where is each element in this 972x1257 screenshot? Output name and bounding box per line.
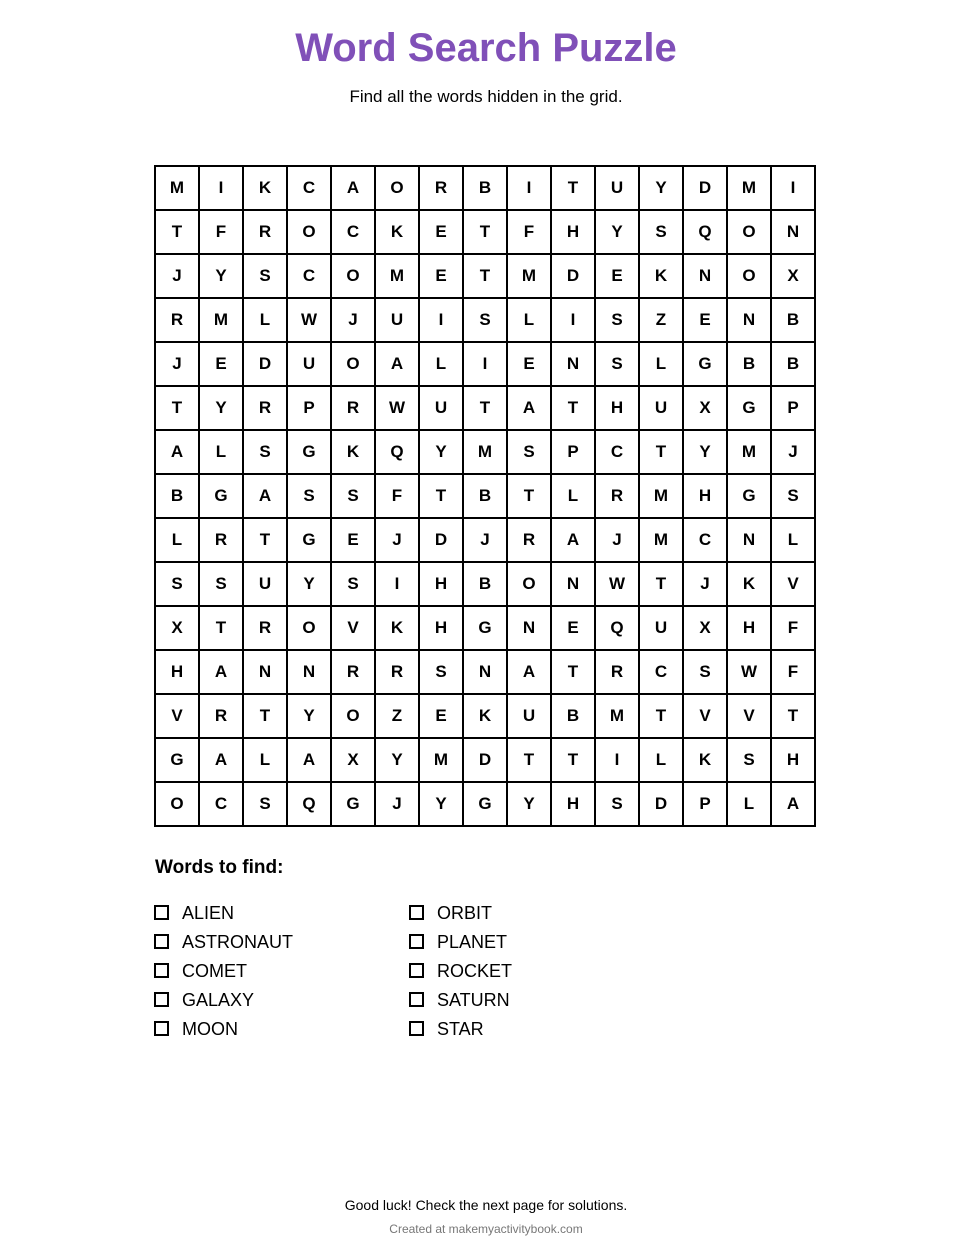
grid-cell[interactable]: V bbox=[727, 694, 771, 738]
grid-row bbox=[155, 738, 815, 782]
word-checkbox[interactable] bbox=[154, 934, 169, 949]
word-item bbox=[154, 985, 293, 1014]
word-item bbox=[154, 956, 293, 985]
grid-cell[interactable]: C bbox=[287, 254, 331, 298]
grid-cell[interactable]: I bbox=[375, 562, 419, 606]
grid-cell[interactable]: Y bbox=[595, 210, 639, 254]
grid-cell[interactable]: O bbox=[375, 166, 419, 210]
grid-cell[interactable]: A bbox=[199, 650, 243, 694]
grid-cell[interactable]: L bbox=[243, 738, 287, 782]
grid-cell[interactable]: T bbox=[551, 386, 595, 430]
grid-cell[interactable]: I bbox=[551, 298, 595, 342]
grid-cell[interactable]: W bbox=[375, 386, 419, 430]
grid-row bbox=[155, 254, 815, 298]
grid-cell[interactable]: A bbox=[375, 342, 419, 386]
grid-cell[interactable]: E bbox=[551, 606, 595, 650]
grid-cell[interactable]: N bbox=[287, 650, 331, 694]
grid-cell[interactable]: E bbox=[419, 254, 463, 298]
grid-cell[interactable]: S bbox=[639, 210, 683, 254]
grid-cell[interactable]: X bbox=[155, 606, 199, 650]
grid-cell[interactable]: G bbox=[331, 782, 375, 826]
grid-cell[interactable]: O bbox=[331, 694, 375, 738]
word-item bbox=[409, 985, 512, 1014]
grid-cell[interactable]: L bbox=[639, 738, 683, 782]
grid-cell[interactable]: E bbox=[683, 298, 727, 342]
grid-cell[interactable]: A bbox=[551, 518, 595, 562]
grid-cell[interactable]: I bbox=[463, 342, 507, 386]
grid-cell[interactable]: S bbox=[771, 474, 815, 518]
grid-cell[interactable]: R bbox=[243, 386, 287, 430]
grid-cell[interactable]: N bbox=[727, 298, 771, 342]
footer-note: Good luck! Check the next page for solutions. bbox=[344, 1197, 628, 1213]
grid-cell[interactable]: Y bbox=[639, 166, 683, 210]
grid-cell[interactable]: T bbox=[639, 562, 683, 606]
grid-cell[interactable]: I bbox=[595, 738, 639, 782]
word-item bbox=[154, 927, 293, 956]
grid-cell[interactable]: T bbox=[419, 474, 463, 518]
grid-cell[interactable]: L bbox=[243, 298, 287, 342]
grid-cell[interactable]: N bbox=[243, 650, 287, 694]
grid-cell[interactable]: U bbox=[243, 562, 287, 606]
grid-cell[interactable]: Q bbox=[683, 210, 727, 254]
grid-cell[interactable]: Q bbox=[375, 430, 419, 474]
grid-cell[interactable]: H bbox=[683, 474, 727, 518]
grid-cell[interactable]: Y bbox=[507, 782, 551, 826]
grid-cell[interactable]: X bbox=[683, 386, 727, 430]
grid-cell[interactable]: O bbox=[331, 254, 375, 298]
grid-cell[interactable]: U bbox=[375, 298, 419, 342]
grid-cell[interactable]: V bbox=[771, 562, 815, 606]
word-checkbox[interactable] bbox=[409, 992, 424, 1007]
grid-cell[interactable]: O bbox=[507, 562, 551, 606]
grid-cell[interactable]: E bbox=[199, 342, 243, 386]
grid-cell[interactable]: I bbox=[507, 166, 551, 210]
grid-cell[interactable]: A bbox=[331, 166, 375, 210]
grid-cell[interactable]: I bbox=[771, 166, 815, 210]
grid-cell[interactable]: J bbox=[375, 782, 419, 826]
grid-cell[interactable]: O bbox=[727, 210, 771, 254]
word-checkbox[interactable] bbox=[154, 905, 169, 920]
grid-row bbox=[155, 342, 815, 386]
grid-cell[interactable]: X bbox=[331, 738, 375, 782]
grid-cell[interactable]: M bbox=[727, 430, 771, 474]
grid-cell[interactable]: T bbox=[463, 254, 507, 298]
word-label: COMET bbox=[182, 960, 247, 981]
grid-cell[interactable]: V bbox=[155, 694, 199, 738]
word-item bbox=[154, 1014, 293, 1043]
grid-cell[interactable]: G bbox=[287, 430, 331, 474]
grid-cell[interactable]: H bbox=[155, 650, 199, 694]
grid-cell[interactable]: K bbox=[639, 254, 683, 298]
grid-cell[interactable]: C bbox=[331, 210, 375, 254]
grid-cell[interactable]: R bbox=[199, 518, 243, 562]
grid-cell[interactable]: E bbox=[331, 518, 375, 562]
grid-row bbox=[155, 562, 815, 606]
grid-cell[interactable]: L bbox=[771, 518, 815, 562]
grid-cell[interactable]: T bbox=[551, 738, 595, 782]
grid-cell[interactable]: I bbox=[419, 298, 463, 342]
grid-row bbox=[155, 430, 815, 474]
grid-cell[interactable]: D bbox=[463, 738, 507, 782]
grid-cell[interactable]: N bbox=[683, 254, 727, 298]
grid-cell[interactable]: H bbox=[419, 562, 463, 606]
grid-row bbox=[155, 474, 815, 518]
grid-cell[interactable]: B bbox=[551, 694, 595, 738]
grid-cell[interactable]: E bbox=[419, 210, 463, 254]
grid-cell[interactable]: M bbox=[375, 254, 419, 298]
word-checkbox[interactable] bbox=[154, 992, 169, 1007]
grid-cell[interactable]: W bbox=[727, 650, 771, 694]
grid-cell[interactable]: A bbox=[507, 386, 551, 430]
grid-cell[interactable]: S bbox=[463, 298, 507, 342]
grid-cell[interactable]: F bbox=[771, 606, 815, 650]
grid-cell[interactable]: P bbox=[287, 386, 331, 430]
grid-cell[interactable]: P bbox=[683, 782, 727, 826]
grid-row bbox=[155, 518, 815, 562]
grid-cell[interactable]: T bbox=[551, 166, 595, 210]
grid-cell[interactable]: E bbox=[595, 254, 639, 298]
word-list-left bbox=[154, 898, 293, 1043]
grid-cell[interactable]: K bbox=[463, 694, 507, 738]
grid-cell[interactable]: O bbox=[727, 254, 771, 298]
grid-row bbox=[155, 210, 815, 254]
word-item bbox=[154, 898, 293, 927]
grid-cell[interactable]: M bbox=[419, 738, 463, 782]
grid-cell[interactable]: U bbox=[287, 342, 331, 386]
grid-cell[interactable]: R bbox=[331, 650, 375, 694]
grid-cell[interactable]: S bbox=[243, 254, 287, 298]
grid-cell[interactable]: G bbox=[463, 782, 507, 826]
grid-cell[interactable]: J bbox=[155, 254, 199, 298]
grid-cell[interactable]: J bbox=[375, 518, 419, 562]
grid-cell[interactable]: N bbox=[463, 650, 507, 694]
grid-cell[interactable]: Y bbox=[199, 386, 243, 430]
grid-cell[interactable]: C bbox=[199, 782, 243, 826]
grid-cell[interactable]: Q bbox=[595, 606, 639, 650]
grid-cell[interactable]: H bbox=[551, 782, 595, 826]
grid-cell[interactable]: F bbox=[507, 210, 551, 254]
word-item bbox=[409, 927, 512, 956]
grid-cell[interactable]: C bbox=[639, 650, 683, 694]
grid-cell[interactable]: K bbox=[243, 166, 287, 210]
word-checkbox[interactable] bbox=[409, 963, 424, 978]
grid-cell[interactable]: P bbox=[551, 430, 595, 474]
grid-cell[interactable]: Q bbox=[287, 782, 331, 826]
grid-cell[interactable]: S bbox=[331, 562, 375, 606]
word-checkbox[interactable] bbox=[154, 963, 169, 978]
grid-cell[interactable]: T bbox=[155, 386, 199, 430]
grid-cell[interactable]: N bbox=[507, 606, 551, 650]
letter-grid bbox=[154, 165, 816, 827]
grid-cell[interactable]: T bbox=[199, 606, 243, 650]
grid-cell[interactable]: B bbox=[463, 166, 507, 210]
grid-cell[interactable]: U bbox=[639, 606, 683, 650]
word-label: ASTRONAUT bbox=[182, 931, 294, 952]
grid-cell[interactable]: H bbox=[727, 606, 771, 650]
grid-cell[interactable]: S bbox=[419, 650, 463, 694]
grid-cell[interactable]: T bbox=[507, 738, 551, 782]
grid-cell[interactable]: R bbox=[419, 166, 463, 210]
grid-cell[interactable]: G bbox=[155, 738, 199, 782]
grid-cell[interactable]: M bbox=[507, 254, 551, 298]
footer-credit: Created at makemyactivitybook.com bbox=[389, 1222, 583, 1236]
grid-row bbox=[155, 298, 815, 342]
grid-cell[interactable]: V bbox=[683, 694, 727, 738]
grid-cell[interactable]: J bbox=[331, 298, 375, 342]
word-label: ORBIT bbox=[437, 902, 493, 923]
word-item bbox=[409, 956, 512, 985]
word-label: PLANET bbox=[437, 931, 508, 952]
page-title: Word Search Puzzle bbox=[295, 26, 677, 70]
grid-cell[interactable]: R bbox=[243, 210, 287, 254]
grid-cell[interactable]: O bbox=[331, 342, 375, 386]
grid-cell[interactable]: F bbox=[375, 474, 419, 518]
grid-cell[interactable]: L bbox=[507, 298, 551, 342]
grid-cell[interactable]: L bbox=[639, 342, 683, 386]
grid-cell[interactable]: V bbox=[331, 606, 375, 650]
grid-cell[interactable]: T bbox=[463, 386, 507, 430]
grid-cell[interactable]: R bbox=[155, 298, 199, 342]
grid-cell[interactable]: R bbox=[507, 518, 551, 562]
grid-cell[interactable]: W bbox=[595, 562, 639, 606]
grid-cell[interactable]: N bbox=[551, 342, 595, 386]
grid-cell[interactable]: R bbox=[375, 650, 419, 694]
grid-cell[interactable]: X bbox=[683, 606, 727, 650]
grid-cell[interactable]: G bbox=[287, 518, 331, 562]
grid-cell[interactable]: B bbox=[727, 342, 771, 386]
grid-cell[interactable]: A bbox=[287, 738, 331, 782]
grid-cell[interactable]: M bbox=[727, 166, 771, 210]
grid-cell[interactable]: D bbox=[639, 782, 683, 826]
grid-cell[interactable]: D bbox=[419, 518, 463, 562]
grid-cell[interactable]: Y bbox=[287, 694, 331, 738]
grid-cell[interactable]: S bbox=[683, 650, 727, 694]
grid-cell[interactable]: M bbox=[639, 518, 683, 562]
grid-cell[interactable]: U bbox=[507, 694, 551, 738]
grid-cell[interactable]: F bbox=[771, 650, 815, 694]
grid-cell[interactable]: F bbox=[199, 210, 243, 254]
grid-row bbox=[155, 694, 815, 738]
grid-cell[interactable]: B bbox=[463, 562, 507, 606]
grid-cell[interactable]: R bbox=[331, 386, 375, 430]
grid-cell[interactable]: T bbox=[463, 210, 507, 254]
grid-cell[interactable]: J bbox=[595, 518, 639, 562]
word-label: GALAXY bbox=[182, 989, 255, 1010]
grid-cell[interactable]: E bbox=[507, 342, 551, 386]
word-list-right bbox=[409, 898, 512, 1043]
grid-cell[interactable]: O bbox=[287, 606, 331, 650]
grid-cell[interactable]: S bbox=[199, 562, 243, 606]
grid-cell[interactable]: L bbox=[419, 342, 463, 386]
grid-cell[interactable]: R bbox=[595, 650, 639, 694]
grid-cell[interactable]: M bbox=[199, 298, 243, 342]
grid-cell[interactable]: T bbox=[243, 518, 287, 562]
grid-cell[interactable]: A bbox=[771, 782, 815, 826]
grid-cell[interactable]: G bbox=[683, 342, 727, 386]
grid-cell[interactable]: A bbox=[199, 738, 243, 782]
grid-cell[interactable]: M bbox=[595, 694, 639, 738]
grid-cell[interactable]: P bbox=[771, 386, 815, 430]
grid-cell[interactable]: E bbox=[419, 694, 463, 738]
grid-cell[interactable]: D bbox=[243, 342, 287, 386]
grid-cell[interactable]: H bbox=[551, 210, 595, 254]
grid-cell[interactable]: Y bbox=[199, 254, 243, 298]
grid-cell[interactable]: C bbox=[683, 518, 727, 562]
grid-cell[interactable]: Y bbox=[419, 430, 463, 474]
grid-cell[interactable]: G bbox=[727, 386, 771, 430]
grid-row bbox=[155, 606, 815, 650]
grid-cell[interactable]: I bbox=[199, 166, 243, 210]
grid-cell[interactable]: T bbox=[243, 694, 287, 738]
grid-cell[interactable]: L bbox=[727, 782, 771, 826]
grid-cell[interactable]: S bbox=[243, 430, 287, 474]
word-label: STAR bbox=[437, 1018, 484, 1039]
grid-cell[interactable]: J bbox=[771, 430, 815, 474]
grid-cell[interactable]: C bbox=[595, 430, 639, 474]
grid-cell[interactable]: U bbox=[639, 386, 683, 430]
grid-cell[interactable]: K bbox=[375, 606, 419, 650]
grid-cell[interactable]: T bbox=[507, 474, 551, 518]
grid-cell[interactable]: R bbox=[199, 694, 243, 738]
grid-cell[interactable]: N bbox=[771, 210, 815, 254]
grid-cell[interactable]: M bbox=[155, 166, 199, 210]
grid-row bbox=[155, 650, 815, 694]
grid-cell[interactable]: B bbox=[155, 474, 199, 518]
grid-cell[interactable]: Y bbox=[419, 782, 463, 826]
grid-cell[interactable]: Y bbox=[287, 562, 331, 606]
grid-row bbox=[155, 782, 815, 826]
word-checkbox[interactable] bbox=[409, 905, 424, 920]
grid-cell[interactable]: H bbox=[595, 386, 639, 430]
grid-cell[interactable]: L bbox=[551, 474, 595, 518]
word-item bbox=[409, 1014, 512, 1043]
grid-cell[interactable]: O bbox=[287, 210, 331, 254]
grid-cell[interactable]: K bbox=[375, 210, 419, 254]
grid-cell[interactable]: K bbox=[727, 562, 771, 606]
grid-cell[interactable]: S bbox=[155, 562, 199, 606]
grid-cell[interactable]: D bbox=[683, 166, 727, 210]
grid-cell[interactable]: H bbox=[771, 738, 815, 782]
grid-cell[interactable]: S bbox=[507, 430, 551, 474]
grid-cell[interactable]: W bbox=[287, 298, 331, 342]
grid-cell[interactable]: T bbox=[155, 210, 199, 254]
grid-cell[interactable]: S bbox=[287, 474, 331, 518]
word-label: MOON bbox=[182, 1018, 238, 1039]
grid-row bbox=[155, 386, 815, 430]
grid-cell[interactable]: L bbox=[199, 430, 243, 474]
grid-cell[interactable]: K bbox=[331, 430, 375, 474]
word-label: ROCKET bbox=[437, 960, 513, 981]
grid-cell[interactable]: A bbox=[243, 474, 287, 518]
grid-cell[interactable]: Y bbox=[683, 430, 727, 474]
word-label: SATURN bbox=[437, 989, 510, 1010]
word-checkbox[interactable] bbox=[409, 1021, 424, 1036]
words-heading: Words to find: bbox=[155, 857, 284, 878]
grid-cell[interactable]: R bbox=[595, 474, 639, 518]
grid-cell[interactable]: T bbox=[551, 650, 595, 694]
grid-cell[interactable]: N bbox=[727, 518, 771, 562]
grid-cell[interactable]: D bbox=[551, 254, 595, 298]
grid-cell[interactable]: G bbox=[199, 474, 243, 518]
grid-cell[interactable]: H bbox=[419, 606, 463, 650]
grid-cell[interactable]: Z bbox=[375, 694, 419, 738]
grid-cell[interactable]: G bbox=[727, 474, 771, 518]
grid-cell[interactable]: T bbox=[771, 694, 815, 738]
grid-cell[interactable]: M bbox=[463, 430, 507, 474]
grid-cell[interactable]: B bbox=[463, 474, 507, 518]
grid-cell[interactable]: S bbox=[595, 782, 639, 826]
grid-cell[interactable]: T bbox=[639, 694, 683, 738]
grid-cell[interactable]: S bbox=[243, 782, 287, 826]
grid-cell[interactable]: L bbox=[155, 518, 199, 562]
grid-cell[interactable]: B bbox=[771, 298, 815, 342]
word-checkbox[interactable] bbox=[409, 934, 424, 949]
grid-cell[interactable]: M bbox=[639, 474, 683, 518]
grid-cell[interactable]: Z bbox=[639, 298, 683, 342]
grid-cell[interactable]: G bbox=[463, 606, 507, 650]
grid-cell[interactable]: J bbox=[683, 562, 727, 606]
grid-cell[interactable]: U bbox=[419, 386, 463, 430]
grid-cell[interactable]: C bbox=[287, 166, 331, 210]
word-item bbox=[409, 898, 512, 927]
word-label: ALIEN bbox=[182, 902, 235, 923]
grid-cell[interactable]: J bbox=[155, 342, 199, 386]
grid-cell[interactable]: A bbox=[155, 430, 199, 474]
grid-cell[interactable]: S bbox=[595, 298, 639, 342]
grid-cell[interactable]: T bbox=[639, 430, 683, 474]
grid-row bbox=[155, 166, 815, 210]
grid-cell[interactable]: K bbox=[683, 738, 727, 782]
grid-cell[interactable]: N bbox=[551, 562, 595, 606]
grid-cell[interactable]: Y bbox=[375, 738, 419, 782]
grid-cell[interactable]: S bbox=[595, 342, 639, 386]
grid-cell[interactable]: S bbox=[331, 474, 375, 518]
grid-cell[interactable]: A bbox=[507, 650, 551, 694]
grid-cell[interactable]: R bbox=[243, 606, 287, 650]
grid-cell[interactable]: X bbox=[771, 254, 815, 298]
grid-cell[interactable]: B bbox=[771, 342, 815, 386]
grid-cell[interactable]: U bbox=[595, 166, 639, 210]
page-subtitle: Find all the words hidden in the grid. bbox=[349, 87, 623, 106]
grid-cell[interactable]: J bbox=[463, 518, 507, 562]
grid-cell[interactable]: O bbox=[155, 782, 199, 826]
grid-cell[interactable]: S bbox=[727, 738, 771, 782]
word-checkbox[interactable] bbox=[154, 1021, 169, 1036]
